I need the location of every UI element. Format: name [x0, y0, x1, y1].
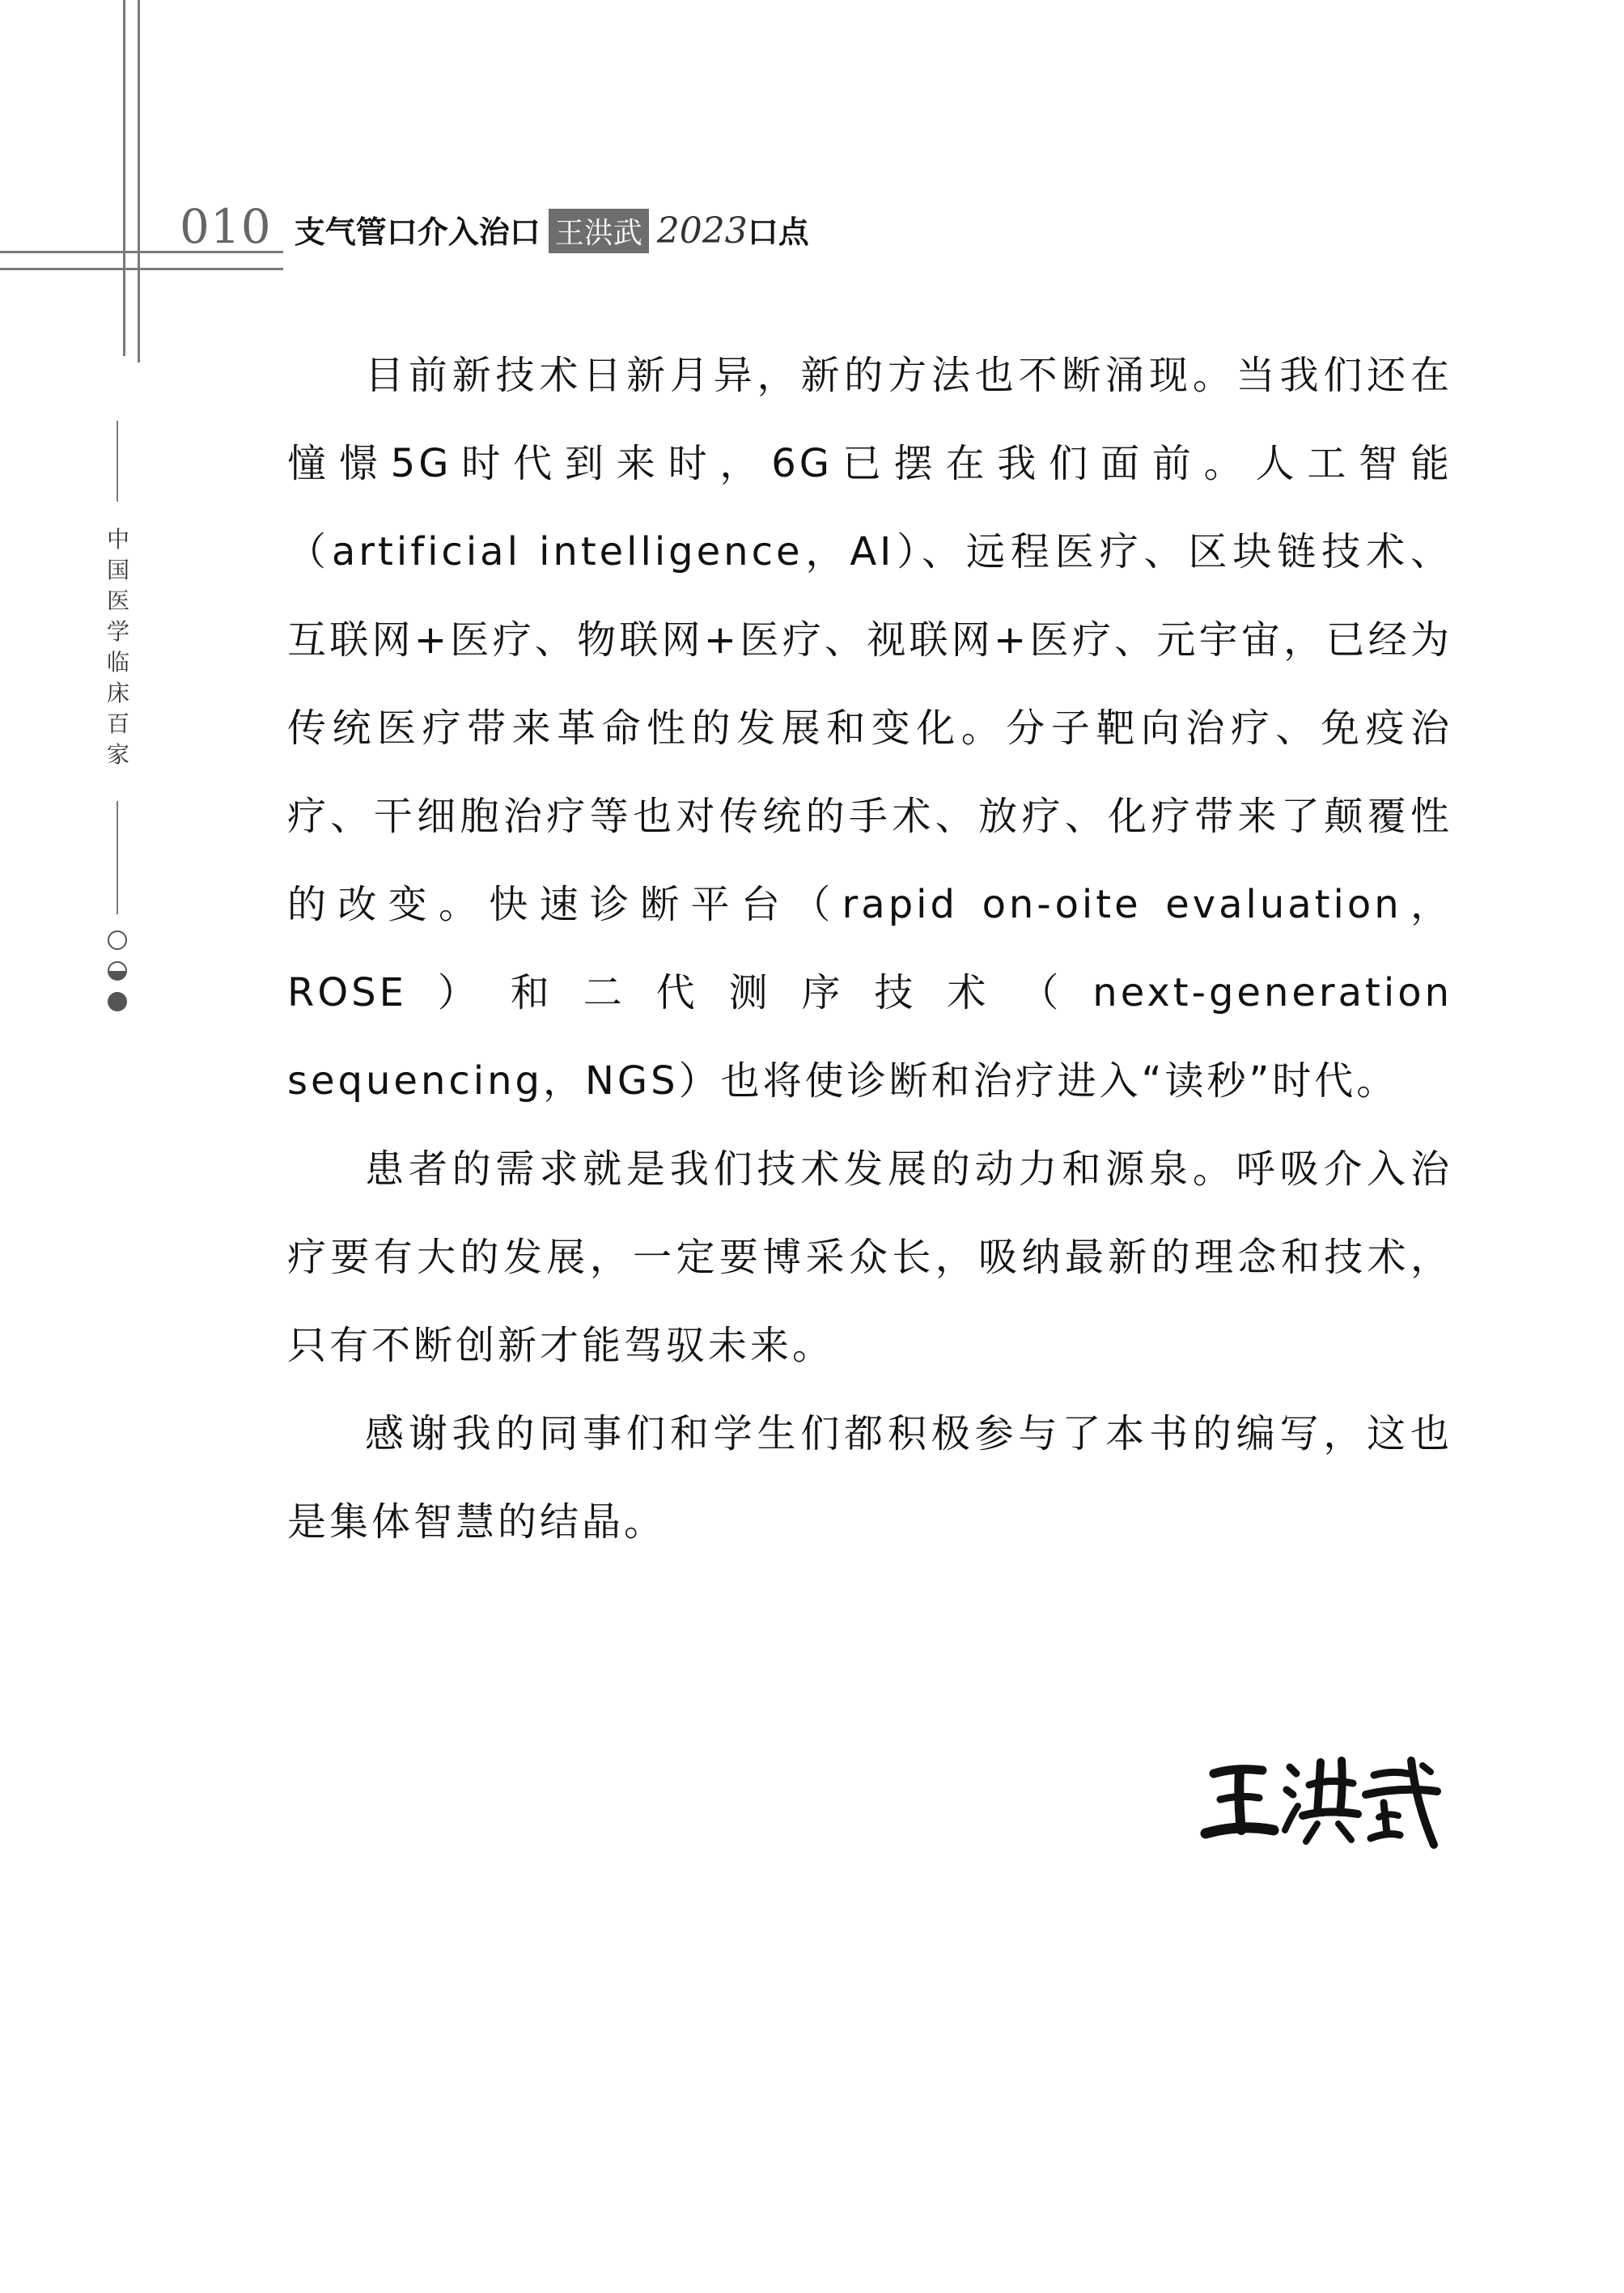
- header-vertical-rule-outer: [123, 0, 125, 356]
- side-rule-top: [117, 421, 118, 502]
- side-rule-middle: [117, 801, 118, 914]
- filled-circle-icon: [108, 992, 127, 1011]
- author-name-box: 王洪武: [549, 209, 649, 253]
- half-filled-circle-icon: [108, 961, 127, 981]
- page-number: 010: [180, 199, 272, 254]
- edition-suffix: 口点: [747, 214, 809, 250]
- edition-year: 2023: [656, 210, 748, 252]
- series-title-vertical: 中国医学临床百家: [106, 526, 129, 768]
- paragraph-1: 目前新技术日新月异，新的方法也不断涌现。当我们还在憧憬5G时代到来时，6G已摆在我们面前。人工智能（artificial intelligence，AI）、远程医疗、区块链技术、互联网+医疗、物联网+医疗、视联网+医疗、元宇宙，已经为传统医疗带来革命性的发展和变化。分子靶向治疗、免疫治疗、干细胞治疗等也对传统的手术、放疗、化疗带来了颠覆性的改变。快速诊断平台（rapid on-oite evaluation，ROSE）和二代测序技术（next-generation sequencing，NGS）也将使诊断和治疗进入“读秒”时代。: [287, 353, 1452, 1104]
- paragraph-3: 感谢我的同事们和学生们都积极参与了本书的编写，这也是集体智慧的结晶。: [287, 1411, 1452, 1545]
- paragraph-2: 患者的需求就是我们技术发展的动力和源泉。呼吸介入治疗要有大的发展，一定要博采众长，吸纳最新的理念和技术，只有不断创新才能驾驭未来。: [287, 1146, 1452, 1368]
- body-text: [287, 332, 1452, 1566]
- signature-icon: [1199, 1743, 1442, 1856]
- book-title: 支气管口介入治口: [294, 214, 541, 250]
- running-header: [180, 199, 809, 257]
- handwritten-signature: [1199, 1743, 1442, 1856]
- header-horizontal-rule-bottom: [0, 268, 283, 270]
- header-vertical-rule-inner: [138, 0, 140, 362]
- empty-circle-icon: [108, 930, 127, 950]
